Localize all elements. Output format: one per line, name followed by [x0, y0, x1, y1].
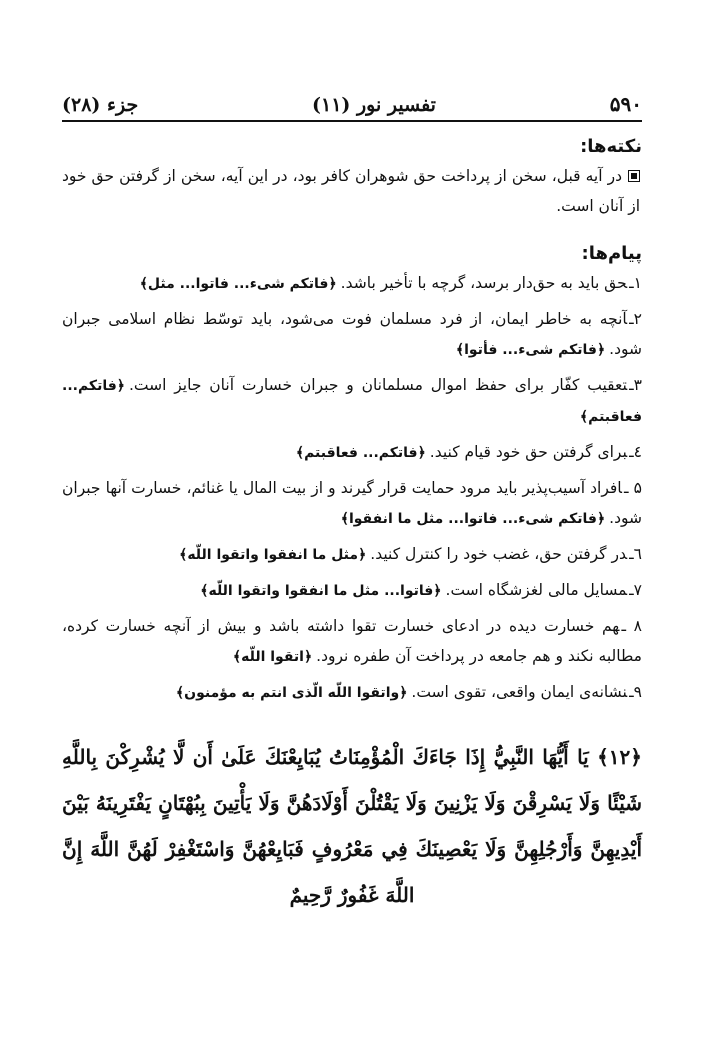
verse-reference: ﴿فاتکم شیء... فأتوا﴾	[455, 342, 606, 358]
square-bullet-icon	[628, 170, 640, 182]
message-text: هم خسارت دیده در ادعای خسارت تقوا داشته باشد و بیش از آنچه خسارت کرده، مطالبه نکند و هم جامعه در پرداخت آن طفره نرود.	[62, 617, 642, 665]
running-header	[62, 88, 642, 122]
verse-reference: ﴿فاتکم شیء... فاتوا... مثل ما انفقوا﴾	[340, 511, 606, 527]
part-label: جزء (۲۸)	[62, 94, 139, 116]
verse-reference: ﴿فاتکم... فعاقبتم﴾	[62, 378, 642, 425]
message-item	[62, 575, 642, 606]
book-title: تفسیر نور (۱۱)	[311, 94, 436, 116]
message-text: مسایل مالی لغزشگاه است.	[445, 581, 628, 599]
verse-number: ﴿۱۲﴾	[597, 745, 642, 769]
page-number: ۵۹۰	[609, 92, 642, 116]
message-number: ٤ـ	[629, 443, 642, 461]
message-text: در گرفتن حق، غضب خود را کنترل کنید.	[370, 545, 628, 563]
note-item	[62, 161, 642, 221]
message-item	[62, 677, 642, 708]
message-item	[62, 539, 642, 570]
verse-reference: ﴿فاتوا... مثل ما انفقوا واتقوا اللّه﴾	[200, 583, 442, 599]
message-number: ۵ ـ	[624, 479, 642, 497]
note-text: در آیه قبل، سخن از پرداخت حق شوهران کافر بود، در این آیه، سخن از گرفتن حق خود از آنان است.	[62, 167, 640, 215]
verse-reference: ﴿مثل ما انفقوا واتقوا اللّه﴾	[179, 547, 367, 563]
verse-text: يَا أَيُّهَا النَّبِيُّ إِذَا جَاءَكَ الْمُؤْمِنَاتُ يُبَايِعْنَكَ عَلَىٰ أَن لَّا يُشْرِكْنَ بِاللَّهِ شَيْئًا وَلَا يَسْرِقْنَ وَلَا يَزْنِينَ وَلَا يَقْتُلْنَ أَوْلَادَهُنَّ وَلَا يَأْتِينَ بِبُهْتَانٍ يَفْتَرِينَهُ بَيْنَ أَيْدِيهِنَّ وَأَرْجُلِهِنَّ وَلَا يَعْصِينَكَ فِي مَعْرُوفٍ فَبَايِعْهُنَّ وَاسْتَغْفِرْ لَهُنَّ اللَّهَ إِنَّ اللَّهَ غَفُورٌ رَّحِيمٌ	[62, 745, 642, 907]
message-number: ۷ـ	[629, 581, 642, 599]
quran-verse	[62, 734, 642, 918]
message-item	[62, 473, 642, 534]
verse-reference: ﴿واتقوا اللّه الّذی انتم به مؤمنون﴾	[175, 685, 408, 701]
message-text: تعقیب کفّار برای حفظ اموال مسلمانان و جبران خسارت آنان جایز است.	[128, 376, 628, 394]
message-item	[62, 268, 642, 299]
message-text: حق باید به حق‌دار برسد، گرچه با تأخیر باشد.	[340, 274, 628, 292]
message-number: ۹ـ	[629, 683, 642, 701]
message-text: آنچه به خاطر ایمان، از فرد مسلمان فوت می‌شود، باید توسّط نظام اسلامی جبران شود.	[62, 310, 642, 358]
message-item	[62, 304, 642, 365]
message-number: ۱ـ	[629, 274, 642, 292]
notes-heading: نکته‌ها:	[580, 136, 642, 157]
message-text: برای گرفتن حق خود قیام کنید.	[429, 443, 628, 461]
message-number: ٦ـ	[629, 545, 642, 563]
verse-reference: ﴿فاتکم... فعاقبتم﴾	[295, 445, 426, 461]
message-text: نشانه‌ی ایمان واقعی، تقوی است.	[411, 683, 628, 701]
messages-heading: پیام‌ها:	[581, 243, 642, 264]
message-number: ۸ ـ	[621, 617, 642, 635]
message-number: ۲ـ	[629, 310, 642, 328]
message-text: افراد آسیب‌پذیر باید مرود حمایت قرار گیرند و از بیت المال یا غنائم، خسارت آنها جبران شود.	[62, 479, 642, 527]
message-item	[62, 437, 642, 468]
messages-list	[62, 268, 642, 708]
message-item	[62, 611, 642, 672]
verse-reference: ﴿اتقوا اللّه﴾	[232, 649, 313, 665]
message-item	[62, 370, 642, 432]
message-number: ۳ـ	[629, 376, 642, 394]
verse-reference: ﴿فاتکم شیء... فاتوا... مثل﴾	[139, 276, 337, 292]
